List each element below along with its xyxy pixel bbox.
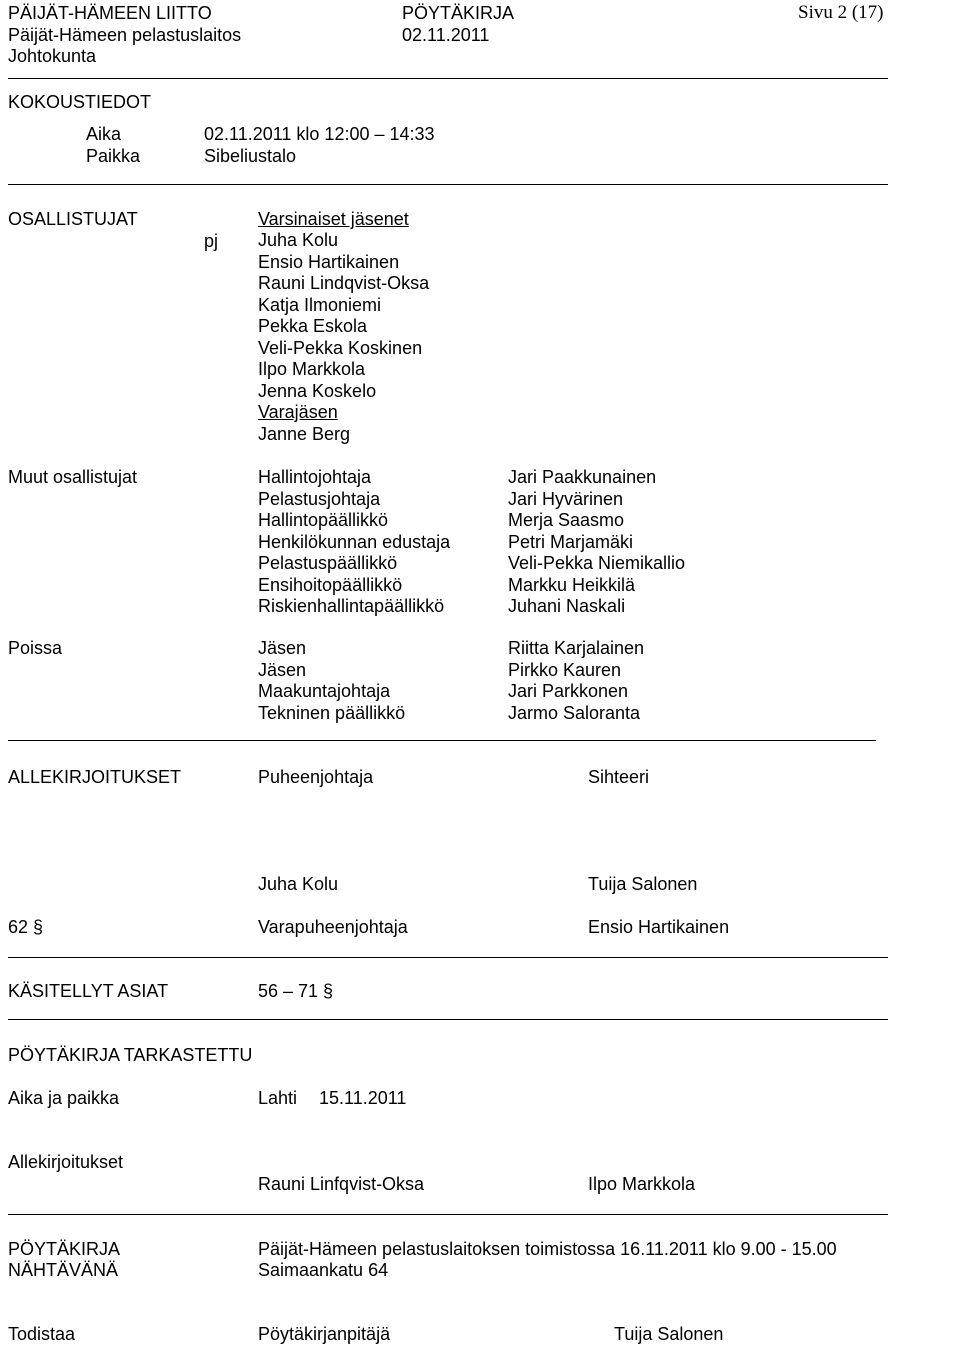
member-name: Katja Ilmoniemi	[258, 294, 382, 315]
divider	[8, 1214, 888, 1215]
document-type: PÖYTÄKIRJA	[402, 3, 515, 23]
governing-body: Johtokunta	[8, 46, 97, 66]
place-label: Paikka	[86, 146, 141, 166]
signatures-heading: ALLEKIRJOITUKSET	[8, 767, 182, 787]
other-role: Pelastusjohtaja	[258, 488, 381, 509]
document-date: 02.11.2011	[402, 25, 490, 45]
absent-role: Jäsen	[258, 638, 307, 658]
other-role: Henkilökunnan edustaja	[258, 531, 451, 552]
deputy-heading: Varajäsen	[258, 402, 338, 422]
reviewer-name: Ilpo Markkola	[588, 1174, 696, 1194]
time-value: 02.11.2011 klo 12:00 – 14:33	[204, 124, 435, 144]
review-place-time-label: Aika ja paikka	[8, 1088, 120, 1108]
secretary-title: Sihteeri	[588, 767, 650, 787]
absent-name-list	[508, 638, 644, 724]
review-heading: PÖYTÄKIRJA TARKASTETTU	[8, 1045, 253, 1065]
meeting-heading: KOKOUSTIEDOT	[8, 92, 152, 112]
absent-heading: Poissa	[8, 638, 63, 658]
org-name: PÄIJÄT-HÄMEEN LIITTO	[8, 3, 212, 23]
other-name: Veli-Pekka Niemikallio	[508, 553, 686, 573]
other-role: Pelastuspäällikkö	[258, 553, 398, 573]
place-value: Sibeliustalo	[204, 146, 297, 166]
other-role: Hallintojohtaja	[258, 467, 372, 487]
chair-name: Juha Kolu	[258, 874, 339, 894]
page-number: Sivu 2 (17)	[798, 2, 884, 23]
divider	[8, 740, 876, 741]
other-name: Petri Marjamäki	[508, 531, 634, 552]
divider	[8, 184, 888, 185]
other-name: Jari Hyvärinen	[508, 488, 624, 509]
reviewer-name: Rauni Linfqvist-Oksa	[258, 1174, 425, 1194]
certify-label: Todistaa	[8, 1324, 76, 1344]
public-label-line2: NÄHTÄVÄNÄ	[8, 1260, 119, 1280]
member-name: Ilpo Markkola	[258, 359, 366, 379]
absent-name: Jarmo Saloranta	[508, 702, 641, 723]
handled-range: 56 – 71 §	[258, 981, 334, 1001]
member-name: Ensio Hartikainen	[258, 251, 400, 272]
absent-name: Riitta Karjalainen	[508, 638, 645, 658]
others-name-list	[508, 467, 685, 618]
certify-role: Pöytäkirjanpitäjä	[258, 1324, 391, 1344]
other-name: Markku Heikkilä	[508, 574, 636, 595]
chair-mark: pj	[204, 231, 219, 251]
member-name: Jenna Koskelo	[258, 380, 377, 401]
absent-name: Pirkko Kauren	[508, 659, 622, 680]
chair-title: Puheenjohtaja	[258, 767, 374, 787]
review-place: Lahti	[258, 1088, 298, 1108]
divider	[8, 78, 888, 79]
vice-chair-name: Ensio Hartikainen	[588, 917, 730, 937]
other-role: Riskienhallintapäällikkö	[258, 596, 445, 616]
member-name: Pekka Eskola	[258, 316, 368, 336]
absent-role: Maakuntajohtaja	[258, 681, 391, 701]
secretary-name: Tuija Salonen	[588, 874, 698, 894]
divider	[8, 1019, 888, 1020]
member-name: Juha Kolu	[258, 230, 339, 250]
member-name: Veli-Pekka Koskinen	[258, 337, 423, 358]
certify-name: Tuija Salonen	[614, 1324, 724, 1344]
review-signatures-label: Allekirjoitukset	[8, 1152, 124, 1172]
absent-role-list	[258, 638, 405, 724]
divider	[8, 957, 888, 958]
public-address: Saimaankatu 64	[258, 1260, 389, 1280]
absent-role: Jäsen	[258, 659, 307, 680]
public-label-line1: PÖYTÄKIRJA	[8, 1239, 121, 1259]
other-role: Hallintopäällikkö	[258, 510, 389, 530]
absent-role: Tekninen päällikkö	[258, 702, 406, 723]
other-name: Jari Paakkunainen	[508, 467, 657, 487]
department-name: Päijät-Hämeen pelastuslaitos	[8, 25, 242, 45]
others-heading: Muut osallistujat	[8, 467, 138, 487]
other-role: Ensihoitopäällikkö	[258, 574, 403, 595]
review-date: 15.11.2011	[319, 1088, 407, 1108]
members-heading: Varsinaiset jäsenet	[258, 209, 409, 229]
participants-heading: OSALLISTUJAT	[8, 209, 138, 229]
time-label: Aika	[86, 124, 122, 144]
public-location: Päijät-Hämeen pelastuslaitoksen toimistossa 16.11.2011 klo 9.00 - 15.00	[258, 1239, 837, 1259]
member-list	[258, 230, 429, 445]
other-name: Juhani Naskali	[508, 596, 626, 616]
absent-name: Jari Parkkonen	[508, 681, 629, 701]
others-role-list	[258, 467, 450, 618]
other-name: Merja Saasmo	[508, 510, 625, 530]
handled-heading: KÄSITELLYT ASIAT	[8, 981, 169, 1001]
deputy-name: Janne Berg	[258, 423, 351, 444]
vice-chair-title: Varapuheenjohtaja	[258, 917, 408, 937]
section-reference: 62 §	[8, 917, 44, 937]
member-name: Rauni Lindqvist-Oksa	[258, 273, 430, 293]
